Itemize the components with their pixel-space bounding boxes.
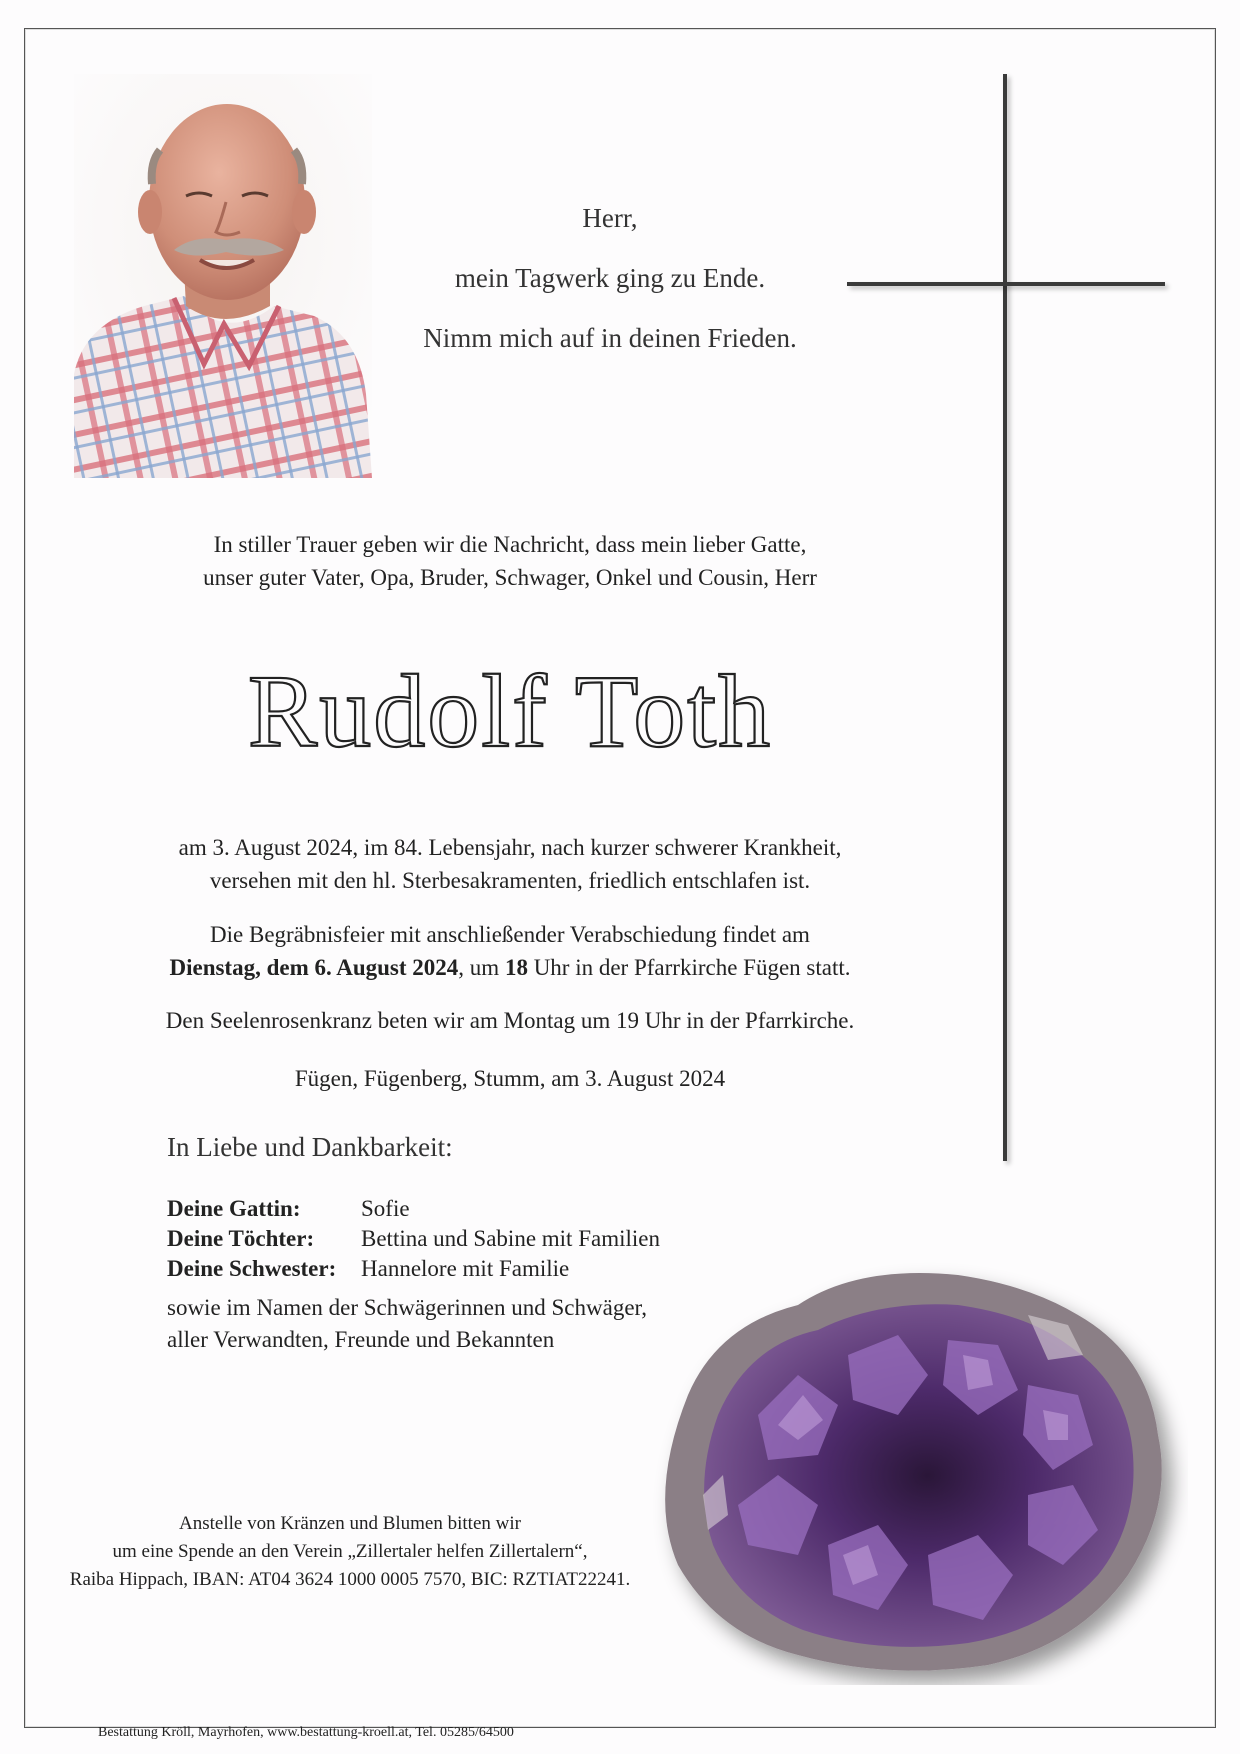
death-line: am 3. August 2024, im 84. Lebensjahr, nach kurzer schwerer Krankheit, bbox=[178, 835, 842, 860]
thanks-heading: In Liebe und Dankbarkeit: bbox=[167, 1132, 453, 1162]
donation-request bbox=[40, 1510, 660, 1594]
amethyst-geode-image bbox=[628, 1245, 1188, 1685]
announcement-intro bbox=[120, 528, 900, 594]
funeral-date: Dienstag, dem 6. August 2024 bbox=[169, 955, 459, 980]
family-value: Hannelore mit Familie bbox=[361, 1256, 570, 1281]
portrait-photo bbox=[74, 74, 372, 478]
place-date: Fügen, Fügenberg, Stumm, am 3. August 2024 bbox=[294, 1066, 726, 1091]
family-label: Deine Töchter: bbox=[167, 1226, 315, 1251]
family-row bbox=[167, 1254, 660, 1284]
family-row bbox=[167, 1194, 660, 1224]
funeral-line: Die Begräbnisfeier mit anschließender Verabschiedung findet am bbox=[210, 922, 810, 947]
donation-line: Anstelle von Kränzen und Blumen bitten wir bbox=[179, 1513, 521, 1534]
prayer-verse bbox=[360, 188, 860, 368]
funeral-line bbox=[100, 951, 920, 984]
donation-line: um eine Spende an den Verein „Zillertaler helfen Zillertalern“, bbox=[112, 1541, 588, 1562]
funeral-mid: , um bbox=[458, 955, 505, 980]
family-extra-line: aller Verwandten, Freunde und Bekannten bbox=[167, 1327, 555, 1352]
prayer-line: mein Tagwerk ging zu Ende. bbox=[454, 263, 766, 293]
family-list bbox=[167, 1194, 660, 1356]
family-value: Bettina und Sabine mit Familien bbox=[361, 1226, 660, 1251]
funeral-info bbox=[100, 918, 920, 984]
intro-line: unser guter Vater, Opa, Bruder, Schwager, Onkel und Cousin, Herr bbox=[203, 565, 817, 590]
donation-line: Raiba Hippach, IBAN: AT04 3624 1000 0005 7570, BIC: RZTIAT22241. bbox=[69, 1569, 631, 1590]
family-label: Deine Schwester: bbox=[167, 1256, 337, 1281]
funeral-rest: Uhr in der Pfarrkirche Fügen statt. bbox=[527, 955, 851, 980]
deceased-name: Rudolf Toth bbox=[247, 654, 773, 769]
prayer-line: Nimm mich auf in deinen Frieden. bbox=[423, 323, 797, 353]
funeral-time: 18 bbox=[504, 955, 528, 980]
intro-line: In stiller Trauer geben wir die Nachricht, dass mein lieber Gatte, bbox=[213, 532, 807, 557]
funeral-home-footer: Bestattung Kröll, Mayrhofen, www.bestattung-kroell.at, Tel. 05285/64500 bbox=[98, 1725, 514, 1740]
death-notice bbox=[100, 831, 920, 897]
family-row bbox=[167, 1224, 660, 1254]
rosary-info: Den Seelenrosenkranz beten wir am Montag um 19 Uhr in der Pfarrkirche. bbox=[165, 1008, 855, 1033]
cross-horizontal-bar bbox=[847, 282, 1165, 286]
family-extra-line: sowie im Namen der Schwägerinnen und Schwäger, bbox=[167, 1295, 648, 1320]
death-line: versehen mit den hl. Sterbesakramenten, friedlich entschlafen ist. bbox=[209, 868, 811, 893]
cross-vertical-bar bbox=[1003, 74, 1007, 1161]
family-extra bbox=[167, 1292, 660, 1356]
prayer-line: Herr, bbox=[582, 203, 638, 233]
family-label: Deine Gattin: bbox=[167, 1196, 301, 1221]
family-value: Sofie bbox=[361, 1196, 410, 1221]
